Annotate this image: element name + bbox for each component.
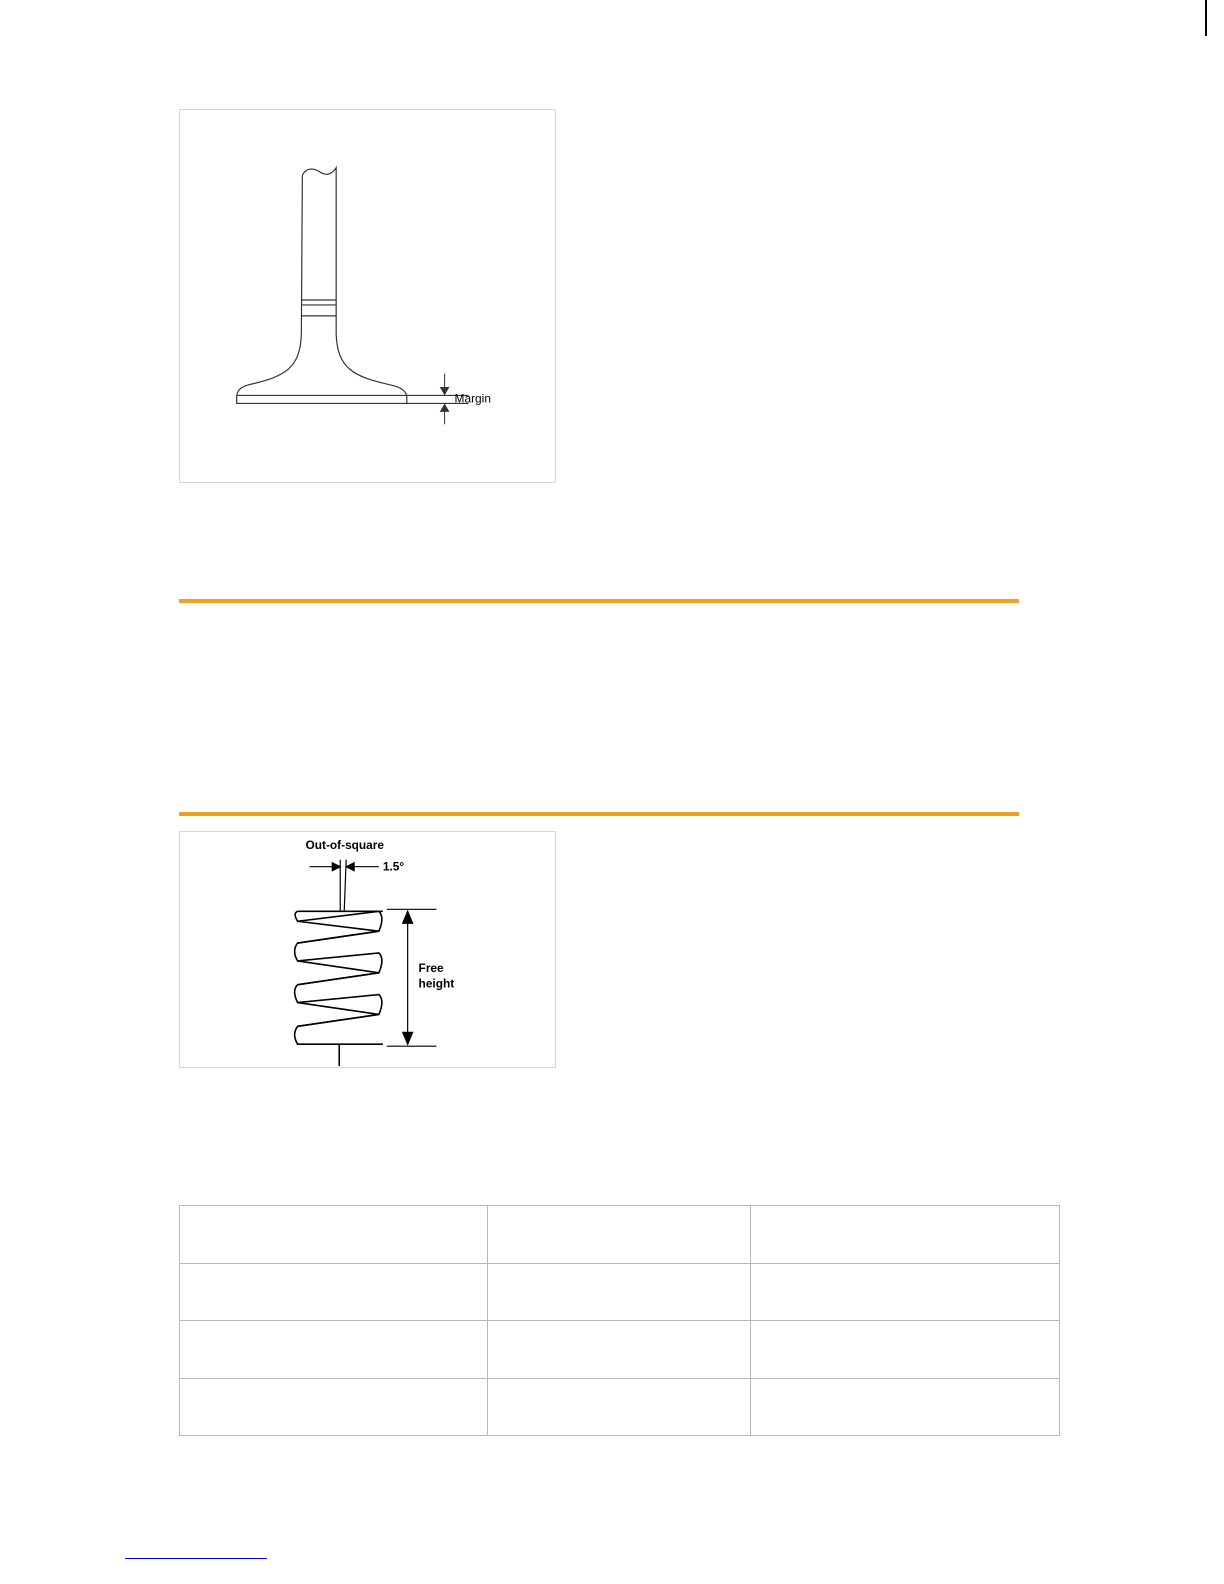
margin-dimension-arrows xyxy=(441,374,449,425)
table-row xyxy=(180,1263,1060,1321)
spring-check-figure xyxy=(179,831,556,1068)
section-divider-top xyxy=(179,599,1019,603)
out-of-square-label: Out-of-square xyxy=(305,837,385,852)
coil-spring xyxy=(295,911,383,1066)
table-cell xyxy=(488,1378,751,1436)
table-cell xyxy=(488,1206,751,1264)
table-cell xyxy=(180,1206,488,1264)
table-row xyxy=(180,1321,1060,1379)
out-of-square-arrows xyxy=(309,860,378,912)
footer-link[interactable] xyxy=(125,1558,267,1559)
table-row xyxy=(180,1206,1060,1264)
valve-stem-left-edge xyxy=(237,176,303,396)
valve-margin-figure xyxy=(179,109,556,483)
free-height-label-line1: Free xyxy=(418,960,444,975)
free-height-label-line2: height xyxy=(418,976,455,991)
spec-table xyxy=(179,1205,1060,1436)
valve-head-margin xyxy=(237,395,407,403)
table-cell xyxy=(751,1206,1060,1264)
table-cell xyxy=(180,1263,488,1321)
margin-label: Margin xyxy=(454,391,491,406)
spring-diagram xyxy=(180,832,555,1067)
table-row xyxy=(180,1378,1060,1436)
valve-diagram xyxy=(180,110,555,482)
valve-stem-top xyxy=(302,168,336,176)
table-cell xyxy=(751,1263,1060,1321)
valve-stem-right-edge xyxy=(336,176,407,396)
table-cell xyxy=(751,1378,1060,1436)
page-edge-mark xyxy=(1205,0,1207,36)
angle-label: 1.5° xyxy=(382,859,405,874)
section-divider-bottom xyxy=(179,812,1019,816)
table-cell xyxy=(180,1378,488,1436)
table-cell xyxy=(488,1321,751,1379)
table-cell xyxy=(488,1263,751,1321)
table-cell xyxy=(751,1321,1060,1379)
table-cell xyxy=(180,1321,488,1379)
